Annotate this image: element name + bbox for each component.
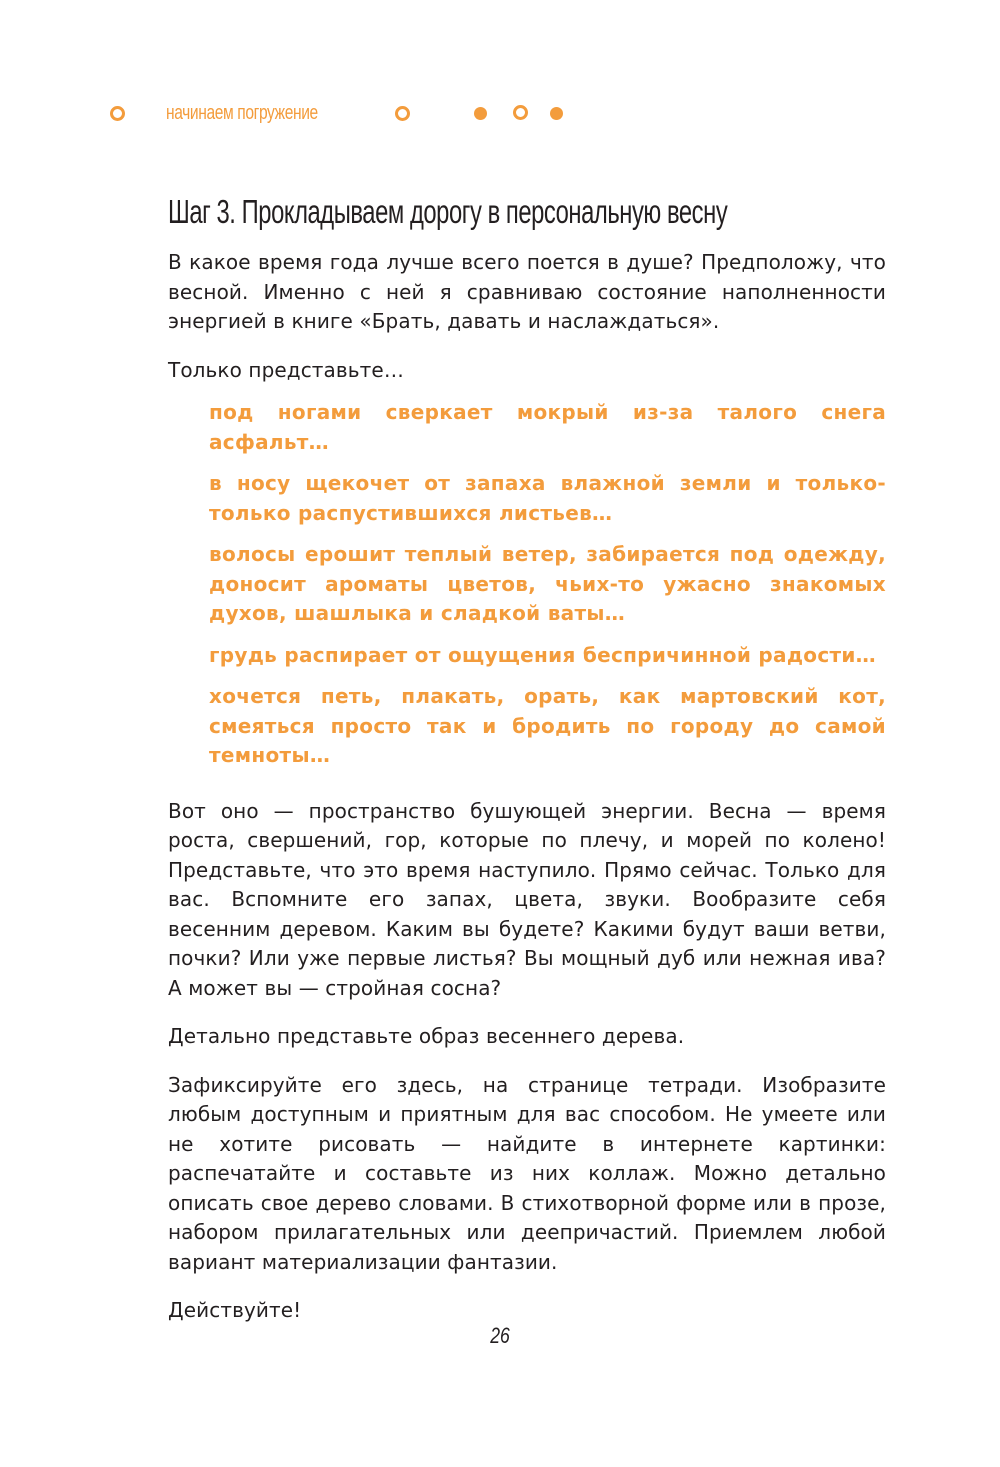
imagery-line: хочется петь, плакать, орать, как мартовский кот, смеяться просто так и бродить по городу до самой темноты…: [209, 684, 886, 767]
running-header: [0, 96, 1000, 132]
imagery-list: [209, 398, 886, 771]
ring-ornament-icon: [513, 105, 528, 120]
section-title: Шаг 3. Прокладываем дорогу в персональную весну: [168, 193, 728, 230]
body-paragraph: Зафиксируйте его здесь, на странице тетради. Изобразите любым доступным и приятным для вас способом. Не умеете или не хотите рисовать — найдите в интернете картинки: распечатайте и составьте из них коллаж. Можно детально описать свое дерево словами. В стихотворной форме или в прозе, набором прилагательных или деепричастий. Приемлем любой вариант материализации фантазии.: [168, 1072, 886, 1274]
body-paragraph: Вот оно — пространство бушующей энергии. Весна — время роста, свершений, гор, которые по плечу, и морей по колено! Представьте, что это время наступило. Прямо сейчас. Только для вас. Вспомните его запах, цвета, звуки. Вообразите себя весенним деревом. Каким вы будете? Какими будут ваши ветви, почки? Или уже первые листья? Вы мощный дуб или нежная ива? А может вы — стройная сосна?: [168, 798, 886, 1000]
body-paragraph: Действуйте!: [168, 1298, 302, 1322]
ring-ornament-icon: [110, 106, 125, 121]
running-title: начинаем погружение: [166, 102, 318, 124]
imagery-line: в носу щекочет от запаха влажной земли и только-только распустившихся листьев…: [209, 471, 886, 525]
dot-ornament-icon: [550, 107, 563, 120]
imagery-line: под ногами сверкает мокрый из-за талого снега асфальт…: [209, 400, 886, 454]
body-paragraph: Детально представьте образ весеннего дерева.: [168, 1024, 685, 1048]
ring-ornament-icon: [395, 106, 410, 121]
imagery-line: грудь распирает от ощущения беспричинной радости…: [209, 642, 876, 667]
page-content: [168, 190, 886, 1345]
imagery-line: волосы ерошит теплый ветер, забирается под одежду, доносит ароматы цветов, чьих-то ужасно знакомых духов, шашлыка и сладкой ваты…: [209, 542, 886, 625]
dot-ornament-icon: [474, 107, 487, 120]
page-number: 26: [490, 1323, 510, 1348]
lead-paragraph: Только представьте…: [168, 357, 404, 382]
intro-paragraph: В какое время года лучше всего поется в душе? Предположу, что весной. Именно с ней я сравниваю состояние наполненности энергией в книге «Брать, давать и наслаждаться».: [168, 250, 886, 333]
